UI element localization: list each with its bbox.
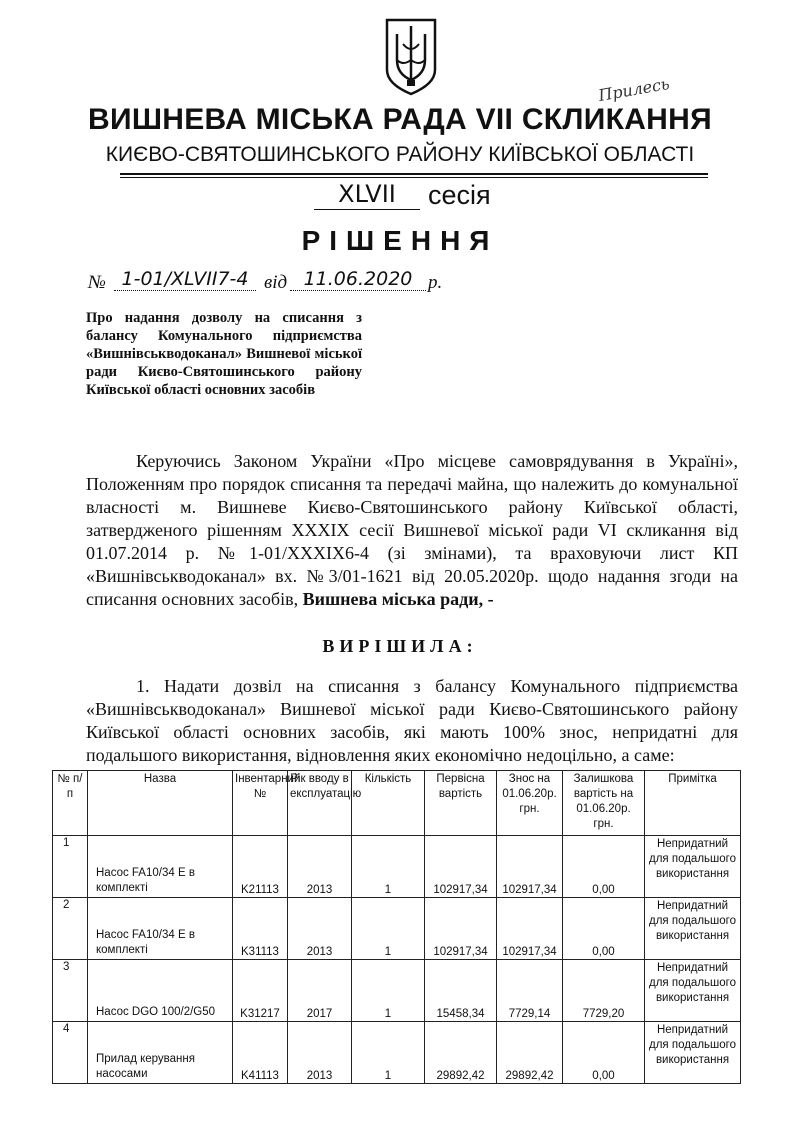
- cell-quantity: 1: [352, 960, 425, 1022]
- table-row: [53, 1022, 741, 1084]
- cell-quantity: 1: [352, 898, 425, 960]
- decision-number-label: №: [88, 272, 106, 293]
- table-row: [53, 960, 741, 1022]
- session-label: сесія: [428, 180, 491, 210]
- cell-no: 3: [53, 960, 88, 1022]
- cell-depreciation: 102917,34: [497, 898, 563, 960]
- cell-no: 1: [53, 836, 88, 898]
- header-no: № п/п: [53, 771, 88, 836]
- cell-note: Непридатний для подальшого використання: [645, 836, 741, 898]
- cell-inventory: K21113: [233, 836, 288, 898]
- header-depreciation: Знос на 01.06.20р. грн.: [497, 771, 563, 836]
- council-name: ВИШНЕВА МІСЬКА РАДА VII СКЛИКАННЯ: [88, 103, 712, 136]
- cell-name: Прилад керування насосами: [88, 1022, 233, 1084]
- handwritten-note: Прилесь: [596, 73, 671, 106]
- decision-date: 11.06.2020: [290, 268, 426, 291]
- cell-name: Насос DGO 100/2/G50: [88, 960, 233, 1022]
- header-quantity: Кількість: [352, 771, 425, 836]
- decision-subject: Про надання дозволу на списання з балансу Комунального підприємства «Вишнівськводоканал» Вишневої міської ради Києво-Святошинського району Київської області основних засобів: [86, 310, 362, 398]
- district-name: КИЄВО-СВЯТОШИНСЬКОГО РАЙОНУ КИЇВСЬКОЇ ОБЛАСТІ: [105, 143, 695, 166]
- preamble-text: Керуючись Законом України «Про місцеве самоврядування в Україні», Положенням про порядок списання та передачі майна, що належить до комунальної власності м. Вишневе Києво-Святошинського району Київської області, затвердженого рішенням XXXIX сесії Вишневої міської ради VI скликання від 01.07.2014 р. №1-01/XXXIX6-4 (зі змінами), та враховуючи лист КП «Вишнівськводоканал» вх. №3/01-1621 від 20.05.2020р. щодо надання згоди на списання основних засобів,: [86, 451, 738, 609]
- cell-initial-cost: 29892,42: [425, 1022, 497, 1084]
- cell-residual: 7729,20: [563, 960, 645, 1022]
- assets-table: [52, 770, 741, 1084]
- header-rule-thin: [120, 177, 708, 178]
- cell-year: 2013: [288, 836, 352, 898]
- preamble-paragraph: [86, 450, 738, 611]
- resolution-point-1: 1. Надати дозвіл на списання з балансу Комунального підприємства «Вишнівськводоканал» Вишневої міської ради Києво-Святошинського району Київської області основних засобів, які мають 100% знос, непридатні для подальшого використання, відновлення яких економічно недоцільно, а саме:: [86, 676, 738, 765]
- session-number: XLVII: [314, 180, 420, 210]
- header-initial-cost: Первісна вартість: [425, 771, 497, 836]
- decision-number: 1-01/XLVII7-4: [114, 268, 256, 291]
- cell-inventory: K31217: [233, 960, 288, 1022]
- table-header-row: [53, 771, 741, 836]
- cell-quantity: 1: [352, 1022, 425, 1084]
- table-row: [53, 836, 741, 898]
- header-year: Рік вводу в експлуатацію: [288, 771, 352, 836]
- header-name: Назва: [88, 771, 233, 836]
- table-row: [53, 898, 741, 960]
- cell-no: 4: [53, 1022, 88, 1084]
- cell-name: Насос FA10/34 E в комплекті: [88, 898, 233, 960]
- cell-year: 2013: [288, 1022, 352, 1084]
- header-residual: Залишкова вартість на 01.06.20р. грн.: [563, 771, 645, 836]
- header-rule: [120, 173, 708, 175]
- cell-residual: 0,00: [563, 898, 645, 960]
- resolved-heading: ВИРІШИЛА:: [322, 636, 478, 656]
- cell-initial-cost: 15458,34: [425, 960, 497, 1022]
- header-inventory: Інвентарний №: [233, 771, 288, 836]
- cell-residual: 0,00: [563, 1022, 645, 1084]
- decision-year-suffix: р.: [428, 272, 443, 293]
- coat-of-arms-icon: [383, 14, 439, 96]
- cell-depreciation: 29892,42: [497, 1022, 563, 1084]
- cell-year: 2017: [288, 960, 352, 1022]
- cell-note: Непридатний для подальшого використання: [645, 898, 741, 960]
- decision-date-label: від: [264, 272, 288, 293]
- preamble-bold-tail: Вишнева міська ради, -: [302, 589, 494, 609]
- cell-residual: 0,00: [563, 836, 645, 898]
- cell-inventory: K41113: [233, 1022, 288, 1084]
- cell-year: 2013: [288, 898, 352, 960]
- cell-inventory: K31113: [233, 898, 288, 960]
- cell-initial-cost: 102917,34: [425, 898, 497, 960]
- cell-no: 2: [53, 898, 88, 960]
- cell-quantity: 1: [352, 836, 425, 898]
- decision-title: РІШЕННЯ: [301, 225, 499, 256]
- cell-note: Непридатний для подальшого використання: [645, 960, 741, 1022]
- cell-name: Насос FA10/34 E в комплекті: [88, 836, 233, 898]
- cell-depreciation: 7729,14: [497, 960, 563, 1022]
- cell-note: Непридатний для подальшого використання: [645, 1022, 741, 1084]
- cell-initial-cost: 102917,34: [425, 836, 497, 898]
- cell-depreciation: 102917,34: [497, 836, 563, 898]
- header-note: Примітка: [645, 771, 741, 836]
